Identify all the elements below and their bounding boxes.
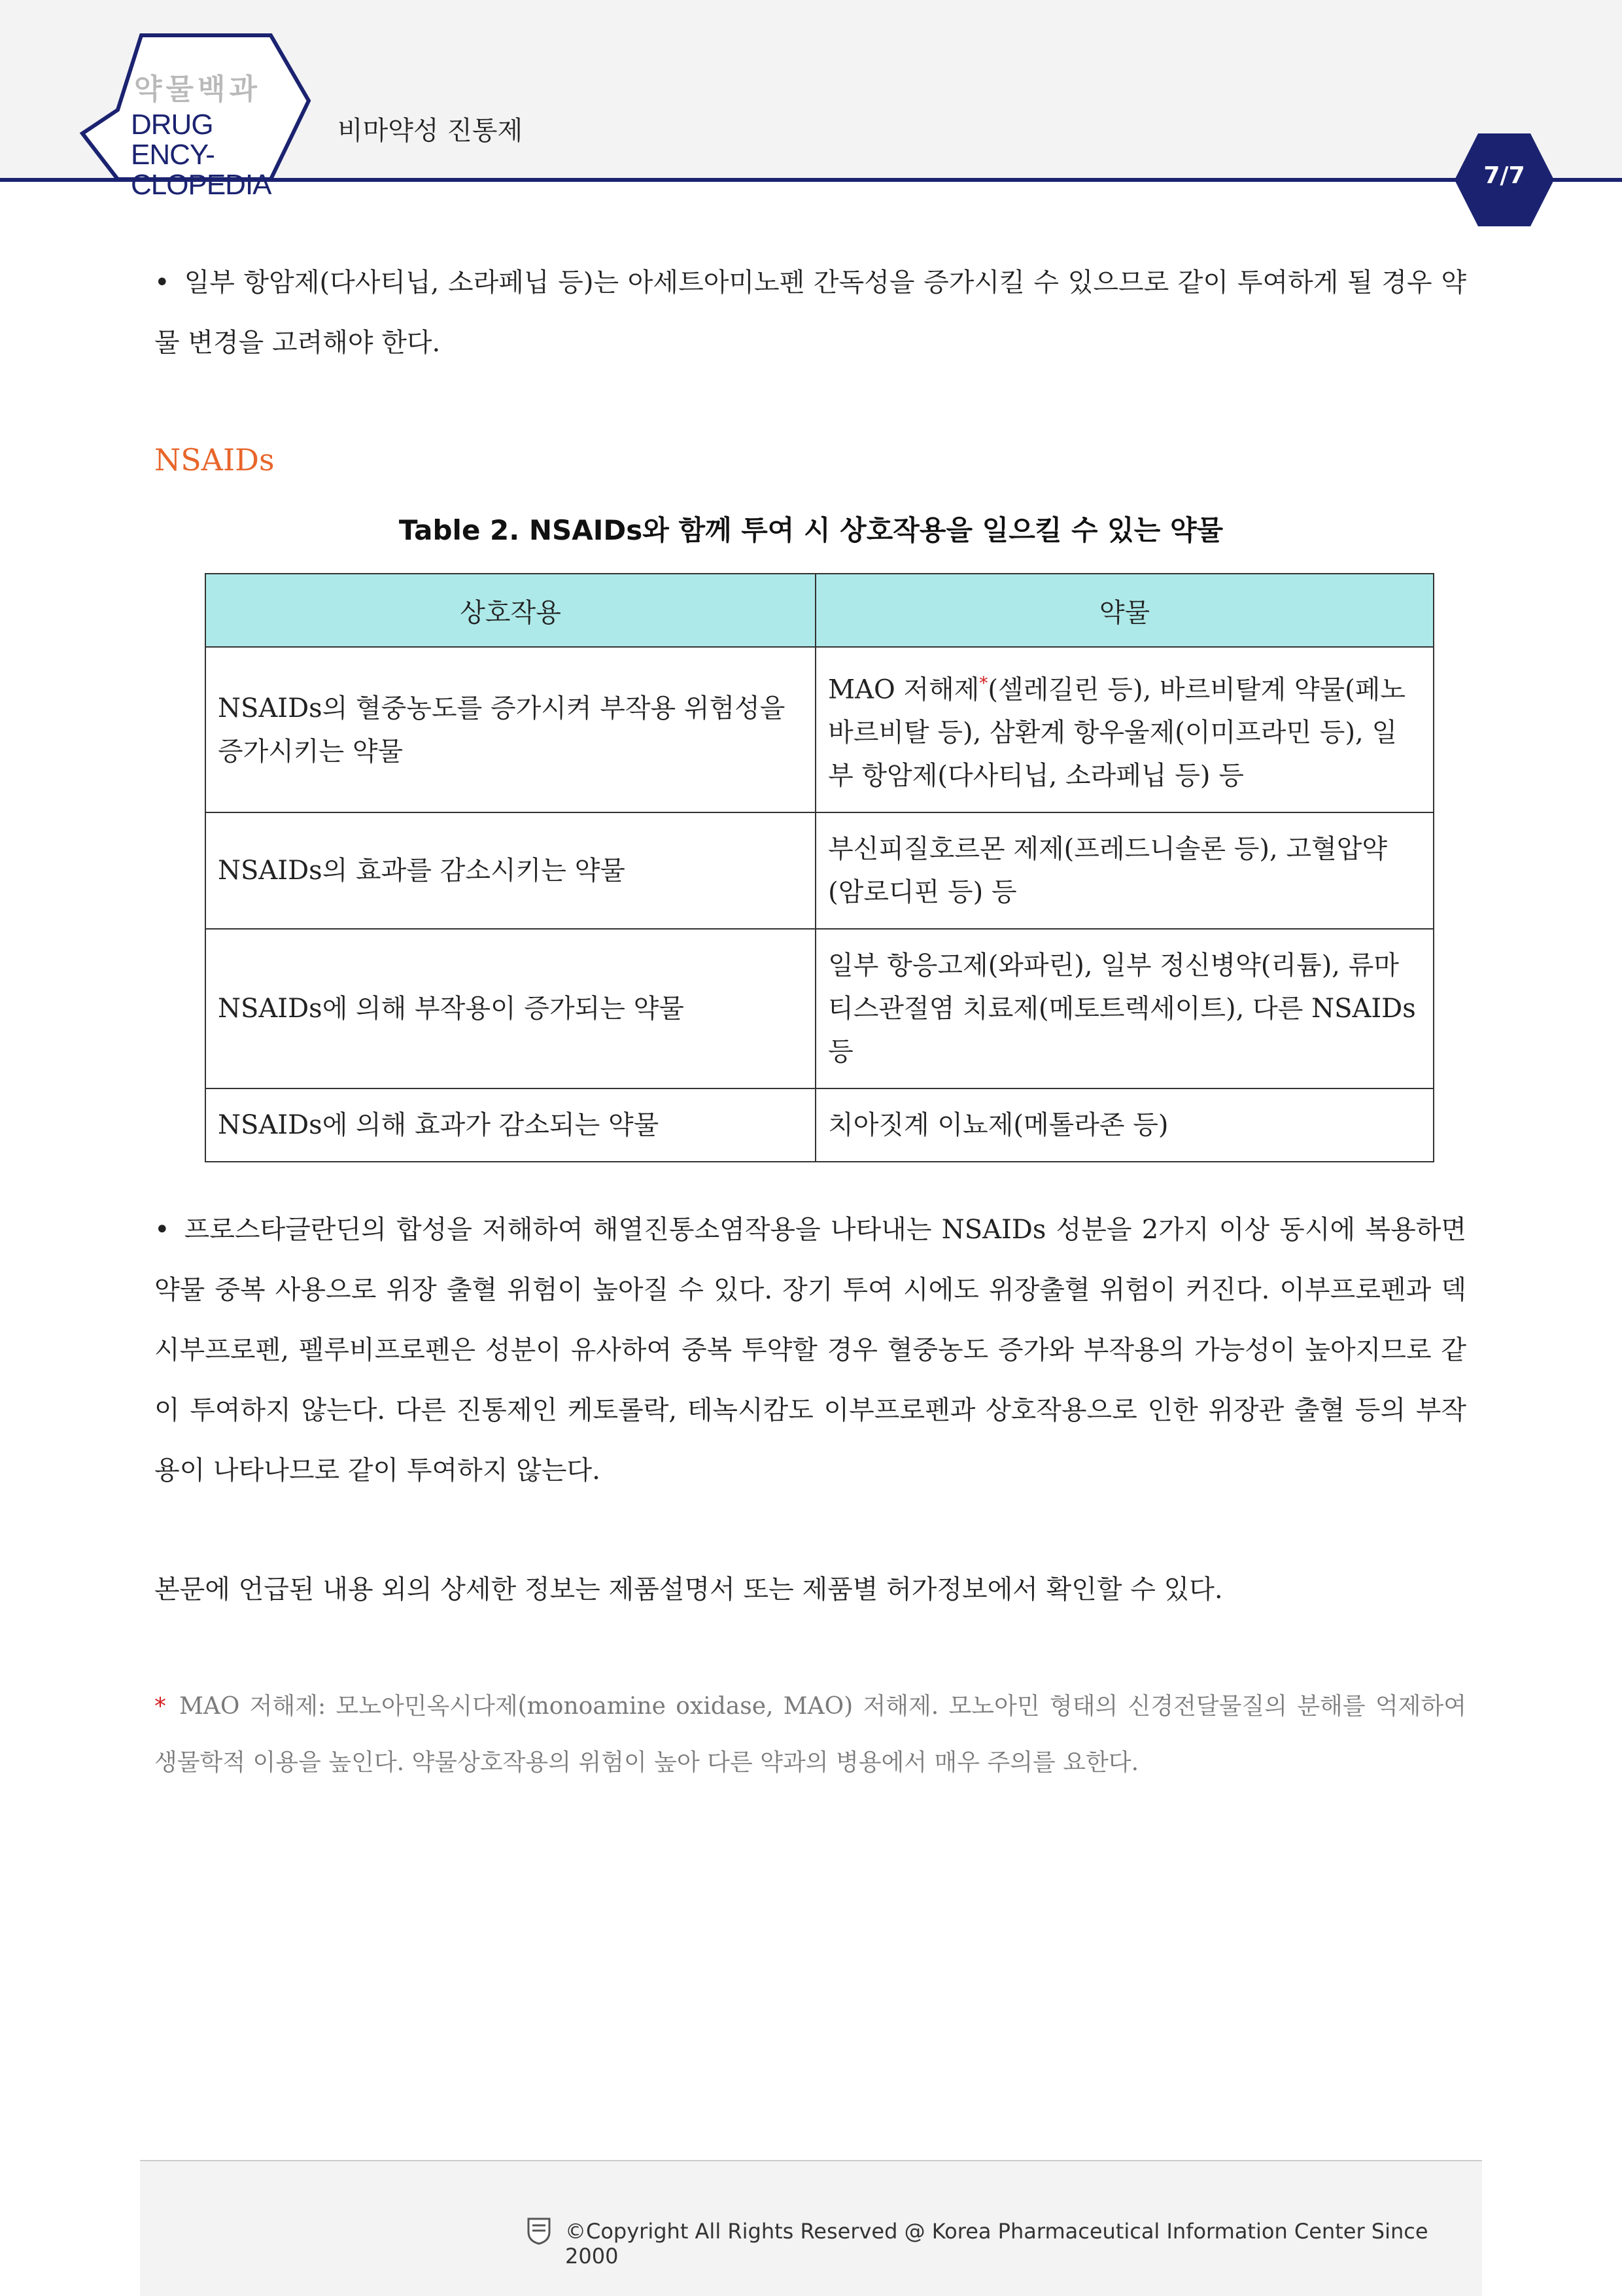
- drug-text-pre: MAO 저해제: [828, 674, 980, 705]
- logo-subtitle: [131, 110, 301, 200]
- bullet-dot-icon: •: [154, 1215, 170, 1245]
- table-row: [205, 1088, 1434, 1162]
- page-number: 7/7: [1483, 162, 1525, 189]
- info-note: 본문에 언급된 내용 외의 상세한 정보는 제품설명서 또는 제품별 허가정보에서 확인할 수 있다.: [154, 1574, 1223, 1605]
- table-cell-interaction: NSAIDs에 의해 효과가 감소되는 약물: [205, 1088, 816, 1162]
- footnote-star: *: [154, 1693, 166, 1720]
- table-cell-interaction: NSAIDs의 효과를 감소시키는 약물: [205, 812, 816, 929]
- copyright-text: ©Copyright All Rights Reserved @ Korea Pharmaceutical Information Center Since 2000: [565, 2219, 1428, 2269]
- interaction-table: [205, 573, 1434, 1162]
- intro-bullet-text: 일부 항암제(다사티닙, 소라페닙 등)는 아세트아미노펜 간독성을 증가시킬 수 있으므로 같이 투여하게 될 경우 약물 변경을 고려해야 한다.: [154, 268, 1466, 358]
- intro-bullet-paragraph: [154, 252, 1466, 373]
- table-header-row: [205, 574, 1434, 647]
- table-cell-drug: 치아짓계 이뇨제(메톨라존 등): [816, 1088, 1434, 1162]
- drug-text-post: (셀레길린 등), 바르비탈계 약물(페노바르비탈 등), 삼환계 항우울제(이미프라민 등), 일부 항암제(다사티닙, 소라페닙 등) 등: [828, 674, 1406, 791]
- table-header-interaction: 상호작용: [205, 574, 816, 647]
- nsaid-bullet-paragraph: [154, 1200, 1466, 1501]
- footnote-mark: *: [979, 674, 988, 693]
- table-cell-interaction: NSAIDs의 혈중농도를 증가시켜 부작용 위험성을 증가시키는 약물: [205, 647, 816, 812]
- table-row: [205, 929, 1434, 1088]
- table-header-drug: 약물: [816, 574, 1434, 647]
- table-cell-drug: [816, 647, 1434, 812]
- logo-title: 약물백과: [134, 73, 262, 106]
- shield-logo-icon: [526, 2216, 552, 2245]
- table-cell-drug: 부신피질호르몬 제제(프레드니솔론 등), 고혈압약(암로디핀 등) 등: [816, 812, 1434, 929]
- footnote-text: MAO 저해제: 모노아민옥시다제(monoamine oxidase, MAO) 저해제. 모노아민 형태의 신경전달물질의 분해를 억제하여 생물학적 이용을 높인다. 약물상호작용의 위험이 높아 다른 약과의 병용에서 매우 주의를 요한다.: [154, 1693, 1466, 1776]
- logo-subtitle-text: DRUG ENCY- CLOPEDIA: [131, 109, 271, 201]
- table-row: [205, 647, 1434, 812]
- document-title: 비마약성 진통제: [337, 116, 523, 146]
- table-row: [205, 812, 1434, 929]
- nsaid-bullet-text: 프로스타글란딘의 합성을 저해하여 해열진통소염작용을 나타내는 NSAIDs 성분을 2가지 이상 동시에 복용하면 약물 중복 사용으로 위장 출혈 위험이 높아질 수 있다. 장기 투여 시에도 위장출혈 위험이 커진다. 이부프로펜과 덱시부프로펜, 펠루비프로펜은 성분이 유사하여 중복 투약할 경우 혈중농도 증가와 부작용의 가능성이 높아지므로 같이 투여하지 않는다. 다른 진통제인 케토롤락, 테녹시캄도 이부프로펜과 상호작용으로 인한 위장관 출혈 등의 부작용이 나타나므로 같이 투여하지 않는다.: [154, 1215, 1466, 1486]
- footnote: [154, 1679, 1466, 1791]
- page-footer: [140, 2160, 1482, 2296]
- table-caption: Table 2. NSAIDs와 함께 투여 시 상호작용을 일으킬 수 있는 약물: [398, 514, 1224, 546]
- table-cell-interaction: NSAIDs에 의해 부작용이 증가되는 약물: [205, 929, 816, 1088]
- section-title: NSAIDs: [154, 442, 275, 478]
- bullet-dot-icon: •: [154, 268, 170, 298]
- table-cell-drug: 일부 항응고제(와파린), 일부 정신병약(리튬), 류마티스관절염 치료제(메토트렉세이트), 다른 NSAIDs 등: [816, 929, 1434, 1088]
